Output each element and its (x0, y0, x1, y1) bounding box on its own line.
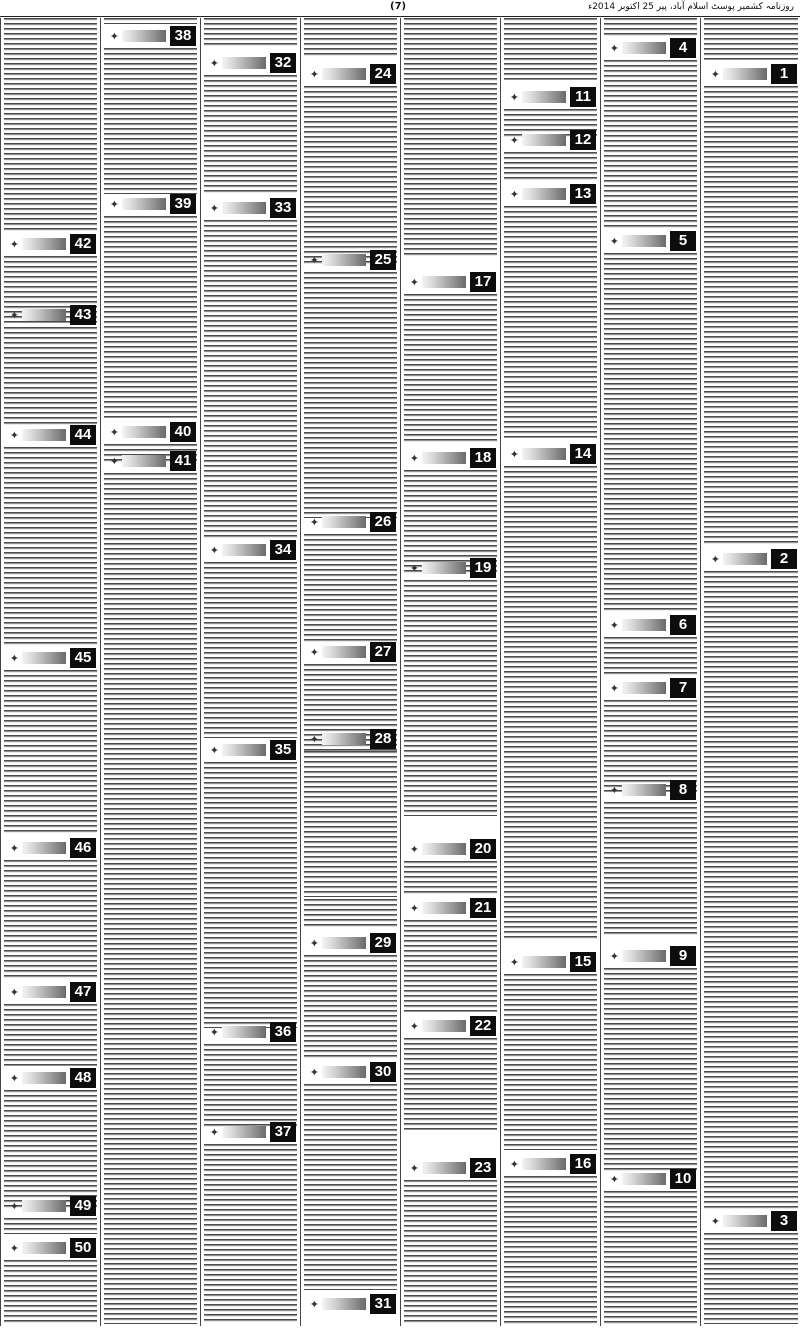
item-number: 26 (370, 512, 396, 532)
item-number: 34 (270, 540, 296, 560)
text-block (504, 974, 597, 1150)
bird-icon: ✦ (209, 201, 219, 215)
bird-icon: ✦ (409, 842, 419, 856)
bird-icon: ✦ (309, 67, 319, 81)
bird-icon: ✦ (409, 1019, 419, 1033)
bird-icon: ✦ (509, 1157, 519, 1171)
text-block (204, 562, 297, 738)
item-number: 3 (771, 1211, 797, 1231)
item-band (622, 235, 666, 247)
item-number: 11 (570, 87, 596, 107)
bird-icon: ✦ (109, 29, 119, 43)
text-block (4, 327, 97, 425)
item-band (522, 134, 566, 146)
item-number: 13 (570, 184, 596, 204)
item-number: 42 (70, 234, 96, 254)
item-number: 9 (670, 946, 696, 966)
text-block (704, 18, 798, 60)
item-tag-45 (10, 648, 96, 668)
bird-icon: ✦ (309, 253, 319, 267)
item-band (422, 562, 466, 574)
bird-icon: ✦ (409, 901, 419, 915)
masthead: روزنامہ کشمیر پوسٹ اسلام آباد، پیر 25 اکتوبر 2014ء (587, 2, 794, 12)
bird-icon: ✦ (409, 561, 419, 575)
page-number: (7) (390, 1, 407, 12)
bird-icon: ✦ (9, 651, 19, 665)
item-tag-9 (610, 946, 696, 966)
item-number: 44 (70, 425, 96, 445)
item-tag-26 (310, 512, 396, 532)
text-block (604, 18, 697, 38)
item-number: 47 (70, 982, 96, 1002)
item-tag-40 (110, 422, 196, 442)
item-number: 1 (771, 64, 797, 84)
item-band (122, 30, 166, 42)
item-tag-32 (210, 53, 296, 73)
item-band (723, 553, 767, 565)
bird-icon: ✦ (209, 56, 219, 70)
text-block (304, 980, 397, 1058)
item-band (22, 238, 66, 250)
bird-icon: ✦ (9, 985, 19, 999)
bird-icon: ✦ (409, 1161, 419, 1175)
text-block (104, 473, 197, 1324)
text-block (604, 968, 697, 1172)
item-tag-42 (10, 234, 96, 254)
item-band (422, 1162, 466, 1174)
item-band (322, 68, 366, 80)
item-band (322, 254, 366, 266)
item-band (723, 68, 767, 80)
text-block (504, 152, 597, 182)
item-band (522, 91, 566, 103)
item-number: 2 (771, 549, 797, 569)
item-band (22, 429, 66, 441)
item-band (322, 646, 366, 658)
bird-icon: ✦ (9, 1241, 19, 1255)
item-band (522, 1158, 566, 1170)
item-number: 27 (370, 642, 396, 662)
bird-icon: ✦ (609, 949, 619, 963)
item-number: 12 (570, 130, 596, 150)
item-number: 15 (570, 952, 596, 972)
item-tag-38 (110, 26, 196, 46)
item-band (422, 452, 466, 464)
item-tag-18 (410, 448, 496, 468)
item-number: 28 (370, 729, 396, 749)
text-block (604, 253, 697, 611)
item-number: 17 (470, 272, 496, 292)
column-3 (500, 18, 600, 1326)
bird-icon: ✦ (9, 1071, 19, 1085)
text-block (304, 955, 397, 978)
item-tag-10 (610, 1169, 696, 1189)
text-block (504, 1176, 597, 1324)
bird-icon: ✦ (9, 841, 19, 855)
item-number: 29 (370, 933, 396, 953)
text-block (704, 571, 798, 1211)
item-tag-24 (310, 64, 396, 84)
item-number: 8 (670, 780, 696, 800)
item-tag-27 (310, 642, 396, 662)
item-tag-35 (210, 740, 296, 760)
item-tag-47 (10, 982, 96, 1002)
item-tag-4 (610, 38, 696, 58)
item-band (222, 1026, 266, 1038)
item-number: 10 (670, 1169, 696, 1189)
text-block (204, 220, 297, 538)
item-band (322, 937, 366, 949)
item-tag-19 (410, 558, 496, 578)
item-number: 35 (270, 740, 296, 760)
item-number: 32 (270, 53, 296, 73)
item-band (22, 652, 66, 664)
item-number: 33 (270, 198, 296, 218)
text-block (4, 1090, 97, 1210)
bird-icon: ✦ (9, 428, 19, 442)
item-tag-46 (10, 838, 96, 858)
bird-icon: ✦ (309, 1065, 319, 1079)
item-band (622, 682, 666, 694)
text-block (4, 1004, 97, 1066)
item-tag-12 (510, 130, 596, 150)
item-tag-50 (10, 1238, 96, 1258)
item-tag-3 (711, 1211, 797, 1231)
text-block (4, 447, 97, 646)
item-band (422, 902, 466, 914)
item-tag-39 (110, 194, 196, 214)
text-block (704, 86, 798, 544)
text-block (304, 86, 397, 264)
item-band (22, 1072, 66, 1084)
item-band (422, 1020, 466, 1032)
item-number: 36 (270, 1022, 296, 1042)
bird-icon: ✦ (609, 1172, 619, 1186)
bird-icon: ✦ (109, 197, 119, 211)
item-number: 49 (70, 1196, 96, 1216)
item-tag-20 (410, 839, 496, 859)
item-tag-25 (310, 250, 396, 270)
item-tag-5 (610, 231, 696, 251)
item-tag-28 (310, 729, 396, 749)
text-block (504, 466, 597, 940)
item-band (522, 956, 566, 968)
bird-icon: ✦ (710, 67, 720, 81)
item-number: 16 (570, 1154, 596, 1174)
item-band (422, 843, 466, 855)
text-block (4, 860, 97, 978)
bird-icon: ✦ (309, 732, 319, 746)
item-band (522, 188, 566, 200)
item-band (22, 309, 66, 321)
column-1 (700, 18, 800, 1326)
item-number: 31 (370, 1294, 396, 1314)
text-block (404, 1038, 497, 1130)
bird-icon: ✦ (109, 454, 119, 468)
item-band (723, 1215, 767, 1227)
item-number: 46 (70, 838, 96, 858)
item-number: 22 (470, 1016, 496, 1036)
item-tag-48 (10, 1068, 96, 1088)
text-block (104, 216, 197, 418)
text-block (404, 18, 497, 258)
item-tag-33 (210, 198, 296, 218)
item-tag-7 (610, 678, 696, 698)
text-block (4, 18, 97, 232)
text-block (604, 700, 697, 792)
bird-icon: ✦ (309, 645, 319, 659)
bird-icon: ✦ (409, 451, 419, 465)
text-block (604, 1191, 697, 1324)
bird-icon: ✦ (509, 90, 519, 104)
text-block (304, 272, 397, 518)
item-number: 43 (70, 305, 96, 325)
text-block (604, 637, 697, 675)
item-number: 19 (470, 558, 496, 578)
column-4 (400, 18, 500, 1326)
bird-icon: ✦ (609, 41, 619, 55)
bird-icon: ✦ (609, 618, 619, 632)
text-block (204, 1144, 297, 1324)
item-tag-41 (110, 451, 196, 471)
column-7 (100, 18, 200, 1326)
item-number: 40 (170, 422, 196, 442)
bird-icon: ✦ (9, 237, 19, 251)
text-block (304, 751, 397, 897)
bird-icon: ✦ (209, 543, 219, 557)
item-band (322, 1066, 366, 1078)
item-number: 37 (270, 1122, 296, 1142)
item-number: 41 (170, 451, 196, 471)
item-band (222, 202, 266, 214)
item-band (22, 986, 66, 998)
text-block (4, 1260, 97, 1324)
item-tag-29 (310, 933, 396, 953)
text-block (404, 920, 497, 1012)
item-tag-2 (711, 549, 797, 569)
bird-icon: ✦ (409, 275, 419, 289)
item-number: 24 (370, 64, 396, 84)
text-block (204, 762, 297, 1028)
item-tag-34 (210, 540, 296, 560)
item-tag-23 (410, 1158, 496, 1178)
item-tag-17 (410, 272, 496, 292)
text-block (4, 1218, 97, 1234)
item-band (522, 448, 566, 460)
item-band (622, 950, 666, 962)
item-number: 14 (570, 444, 596, 464)
item-tag-13 (510, 184, 596, 204)
bird-icon: ✦ (209, 1025, 219, 1039)
item-band (222, 744, 266, 756)
item-band (222, 544, 266, 556)
item-band (222, 1126, 266, 1138)
bird-icon: ✦ (9, 308, 19, 322)
text-block (104, 48, 197, 194)
item-number: 18 (470, 448, 496, 468)
item-band (22, 1242, 66, 1254)
item-band (622, 784, 666, 796)
bird-icon: ✦ (309, 515, 319, 529)
item-band (22, 1200, 66, 1212)
text-block (404, 580, 497, 816)
item-tag-37 (210, 1122, 296, 1142)
item-tag-14 (510, 444, 596, 464)
bird-icon: ✦ (609, 783, 619, 797)
item-number: 39 (170, 194, 196, 214)
item-tag-30 (310, 1062, 396, 1082)
item-tag-8 (610, 780, 696, 800)
bird-icon: ✦ (109, 425, 119, 439)
item-band (122, 426, 166, 438)
item-number: 48 (70, 1068, 96, 1088)
bird-icon: ✦ (209, 1125, 219, 1139)
item-number: 7 (670, 678, 696, 698)
column-2 (600, 18, 700, 1326)
text-block (304, 18, 397, 58)
item-band (222, 57, 266, 69)
item-number: 23 (470, 1158, 496, 1178)
item-number: 5 (670, 231, 696, 251)
item-tag-31 (310, 1294, 396, 1314)
text-block (104, 18, 197, 24)
text-block (204, 1044, 297, 1128)
item-number: 38 (170, 26, 196, 46)
item-band (322, 733, 366, 745)
text-block (304, 534, 397, 642)
bird-icon: ✦ (9, 1199, 19, 1213)
item-band (122, 198, 166, 210)
text-block (404, 1180, 497, 1324)
item-number: 30 (370, 1062, 396, 1082)
item-band (622, 42, 666, 54)
text-block (504, 18, 597, 80)
item-tag-6 (610, 615, 696, 635)
text-block (204, 75, 297, 195)
bird-icon: ✦ (509, 133, 519, 147)
item-tag-44 (10, 425, 96, 445)
item-band (122, 455, 166, 467)
bird-icon: ✦ (509, 187, 519, 201)
item-number: 6 (670, 615, 696, 635)
item-band (622, 619, 666, 631)
bird-icon: ✦ (609, 681, 619, 695)
text-block (404, 294, 497, 444)
text-block (304, 899, 397, 929)
bird-icon: ✦ (509, 955, 519, 969)
item-tag-49 (10, 1196, 96, 1216)
bird-icon: ✦ (309, 936, 319, 950)
bird-icon: ✦ (609, 234, 619, 248)
item-tag-1 (711, 64, 797, 84)
item-band (322, 516, 366, 528)
item-tag-15 (510, 952, 596, 972)
column-6 (200, 18, 300, 1326)
text-block (204, 18, 297, 48)
text-block (504, 206, 597, 438)
item-band (22, 842, 66, 854)
item-number: 25 (370, 250, 396, 270)
text-block (404, 861, 497, 895)
item-tag-16 (510, 1154, 596, 1174)
item-number: 21 (470, 898, 496, 918)
item-tag-36 (210, 1022, 296, 1042)
column-8 (0, 18, 100, 1326)
item-band (622, 1173, 666, 1185)
column-5 (300, 18, 400, 1326)
bird-icon: ✦ (309, 1297, 319, 1311)
item-tag-22 (410, 1016, 496, 1036)
item-number: 50 (70, 1238, 96, 1258)
item-band (322, 1298, 366, 1310)
bird-icon: ✦ (710, 552, 720, 566)
text-block (604, 60, 697, 228)
item-number: 20 (470, 839, 496, 859)
bird-icon: ✦ (209, 743, 219, 757)
item-tag-21 (410, 898, 496, 918)
text-block (604, 802, 697, 936)
item-number: 45 (70, 648, 96, 668)
item-tag-11 (510, 87, 596, 107)
bird-icon: ✦ (710, 1214, 720, 1228)
page-header (0, 0, 800, 17)
item-band (422, 276, 466, 288)
item-tag-43 (10, 305, 96, 325)
bird-icon: ✦ (509, 447, 519, 461)
item-number: 4 (670, 38, 696, 58)
text-block (704, 1233, 798, 1324)
text-block (4, 670, 97, 834)
text-block (304, 1084, 397, 1290)
